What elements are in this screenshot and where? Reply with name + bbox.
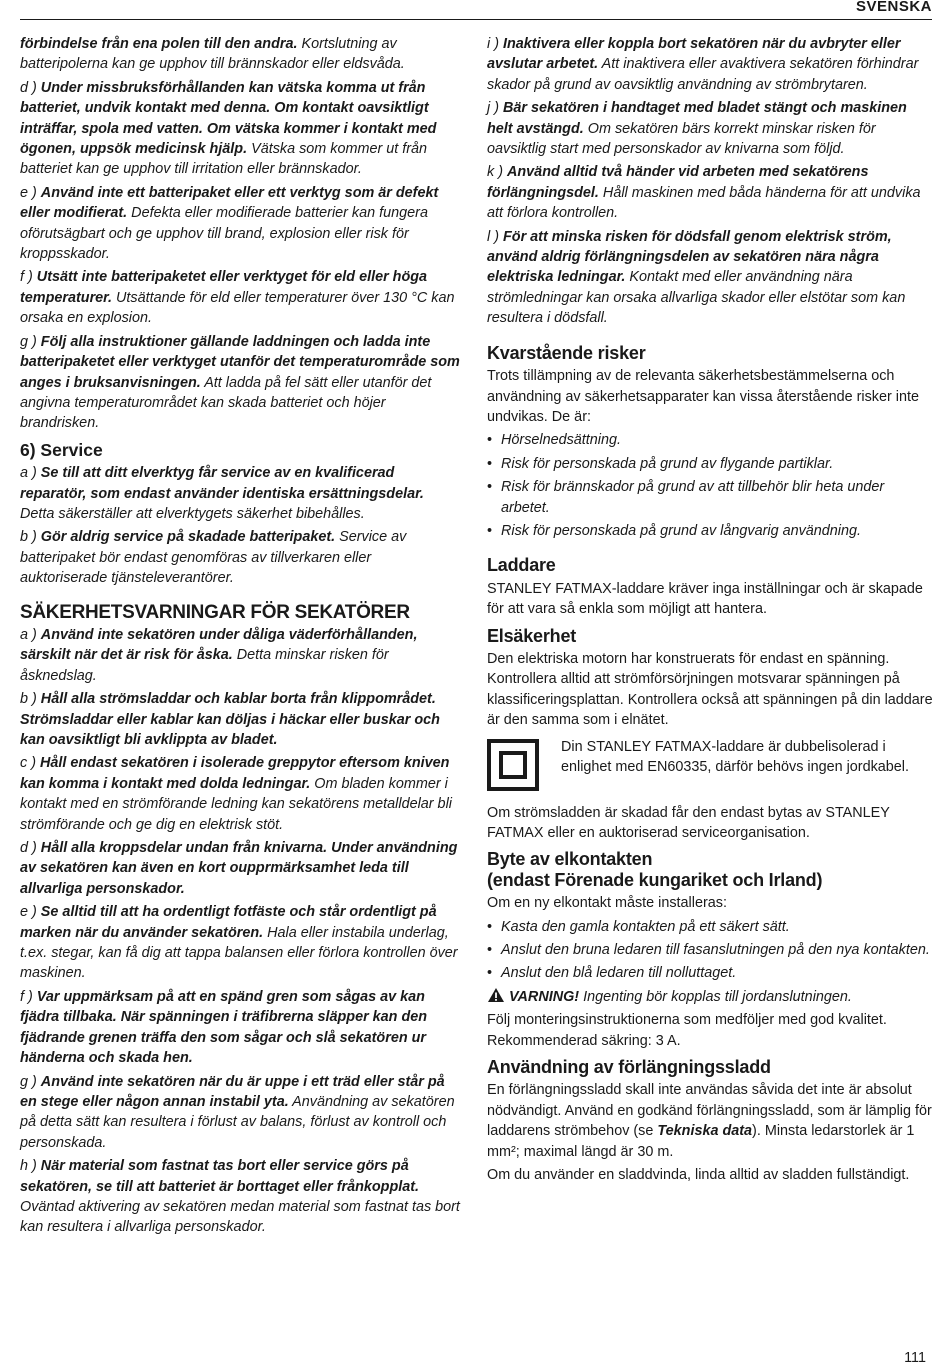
warning-f: f ) Var uppmärksam på att en spänd gren som sågas av kan fjädra tillbaka. När spänningen i träfibrerna släpper kan den fjädrande grenen träffa den som sågar och slå sekatören ur händerna och skada hen. bbox=[20, 988, 428, 1067]
mounting-text: Följ monteringsinstruktionerna som medföljer med god kvalitet. Rekommenderad säkring: 3 A. bbox=[487, 1012, 887, 1049]
list-item: • Kasta den gamla kontakten på ett säkert sätt. bbox=[487, 917, 933, 937]
warning-triangle-icon bbox=[487, 987, 505, 1003]
double-insulated-text: Din STANLEY FATMAX-laddare är dubbelisolerad i enlighet med EN60335, därför behövs ingen jordkabel. bbox=[561, 738, 910, 775]
item-k: k ) Använd alltid två händer vid arbeten med sekatörens förlängningsdel. Håll maskinen med båda händerna för att undvika att förlora kontrollen. bbox=[487, 164, 921, 222]
residual-list bbox=[487, 430, 933, 541]
service-a: a ) Se till att ditt elverktyg får service av en kvalificerad reparatör, som endast använder identiska ersättningsdelar. Detta säkerställer att elverktygets säkerhet bibehålles. bbox=[20, 465, 424, 522]
earth-warning: VARNING! Ingenting bör kopplas till jordanslutningen. bbox=[487, 987, 933, 1007]
list-item: • Risk för personskada på grund av flygande partiklar. bbox=[487, 454, 933, 474]
warning-b: b ) Håll alla strömsladdar och kablar borta från klippområdet. Strömsladdar eller kablar kan döljas i häckar eller buskar och kan oavsiktligt bli avklippta av bladet. bbox=[20, 691, 440, 748]
warning-a: a ) Använd inte sekatören under dåliga väderförhållanden, särskilt när det är risk för åska. Detta minskar risken för åsknedslag. bbox=[20, 626, 418, 684]
plug-replacement-heading: Byte av elkontakten (endast Förenade kungariket och Irland) bbox=[487, 849, 823, 890]
right-column bbox=[487, 34, 933, 1189]
charger-text: STANLEY FATMAX-laddare kräver inga inställningar och är skapade för att vara så enkla som möjligt att hantera. bbox=[487, 580, 923, 618]
plug-intro: Om en ny elkontakt måste installeras: bbox=[487, 895, 727, 912]
list-item: • Hörselnedsättning. bbox=[487, 430, 933, 450]
page-number: 111 bbox=[904, 1350, 926, 1366]
item-g: g ) Följ alla instruktioner gällande laddningen och ladda inte batteripaketet eller verktyget utanför det temperaturområde som anges i bruksanvisningen. Att ladda på fel sätt eller utanför det angivna temperaturområdet kan skada batteriet och höjer brandrisken. bbox=[20, 333, 460, 432]
warning-e: e ) Se alltid till att ha ordentligt fotfäste och står ordentligt på marken när du använder sekatören. Hala eller instabila underlag, t.ex. stegar, kan få dig att tappa balansen eller förlora kontrollen över maskinen. bbox=[20, 904, 458, 982]
header-rule bbox=[20, 19, 932, 20]
service-heading: 6) Service bbox=[20, 439, 103, 460]
cord-replacement-text: Om strömsladden är skadad får den endast bytas av STANLEY FATMAX eller en auktoriserad serviceorganisation. bbox=[487, 804, 890, 841]
cord-reel-text: Om du använder en sladdvinda, linda alltid av sladden fullständigt. bbox=[487, 1167, 910, 1184]
item-i: i ) Inaktivera eller koppla bort sekatören när du avbryter eller avslutar arbetet. Att inaktivera eller avaktivera sekatören förhindrar skador på grund av oavsiktlig användning av strömbrytaren. bbox=[487, 36, 919, 93]
warning-h: h ) När material som fastnat tas bort eller service görs på sekatören, se till att batteriet är borttaget eller frånkopplat. Oväntad aktivering av sekatören medan material som fastnat tas bort kan resultera i allvarliga personskador. bbox=[20, 1158, 460, 1236]
list-item: • Risk för brännskador på grund av att tillbehör blir heta under arbetet. bbox=[487, 477, 933, 518]
warning-g: g ) Använd inte sekatören när du är uppe i ett träd eller står på en stege eller någon annan instabil yta. Användning av sekatören på detta sätt kan resultera i förlust av balans, förlust av kontroll och personskada. bbox=[20, 1073, 455, 1151]
item-d: d ) Under missbruksförhållanden kan vätska komma ut från batteriet, undvik kontakt med denna. Om kontakt oavsiktligt inträffar, spola med vatten. Om vätska kommer i kontakt med ögonen, uppsök medicinsk hjälp. Vätska som kommer ut från batteriet kan ge upphov till irritation eller brännskador. bbox=[20, 79, 437, 178]
warning-c: c ) Håll endast sekatören i isolerade greppytor eftersom kniven kan komma i kontakt med dolda ledningar. Om bladen kommer i kontakt med en strömförande ledning kan sekatörens metalldelar bli strömförande och ge dig en elektrisk stöt. bbox=[20, 755, 452, 833]
language-header: SVENSKA bbox=[855, 0, 932, 15]
plug-list bbox=[487, 917, 933, 984]
extension-cord-heading: Användning av förlängningssladd bbox=[487, 1057, 771, 1078]
pruner-warnings-heading: SÄKERHETSVARNINGAR FÖR SEKATÖRER bbox=[20, 601, 410, 623]
item-e: e ) Använd inte ett batteripaket eller ett verktyg som är defekt eller modifierat. Defekta eller modifierade batterier kan fungera oförutsägbart och ge upphov till brand, explosion eller risk för kroppsskador. bbox=[20, 184, 439, 263]
item-c-continued: förbindelse från ena polen till den andra. Kortslutning av batteripolerna kan ge upphov till brännskador eller eldsvåda. bbox=[20, 36, 405, 73]
residual-risks-heading: Kvarstående risker bbox=[487, 342, 646, 363]
double-insulation-icon bbox=[487, 739, 539, 791]
electrical-safety-heading: Elsäkerhet bbox=[487, 625, 577, 646]
item-l: l ) För att minska risken för dödsfall genom elektrisk ström, använd aldrig förlängningsdelen av sekatören nära några elektriska ledningar. Kontakt med eller användning nära strömledningar kan orsaka allvarliga skador eller elstötar som kan resultera i dödsfall. bbox=[487, 228, 906, 327]
charger-heading: Laddare bbox=[487, 555, 556, 576]
warning-d: d ) Håll alla kroppsdelar undan från knivarna. Under användning av sekatören kan även en kort oupprmärksamhet leda till allvarliga personskador. bbox=[20, 840, 458, 897]
left-column bbox=[20, 34, 462, 1241]
list-item: • Anslut den bruna ledaren till fasanslutningen på den nya kontakten. bbox=[487, 940, 933, 960]
list-item: • Anslut den blå ledaren till nolluttaget. bbox=[487, 963, 933, 983]
residual-intro: Trots tillämpning av de relevanta säkerhetsbestämmelserna och användning av säkerhetsapparater kan vissa återstående risker inte undvikas. De är: bbox=[487, 368, 919, 425]
list-item: • Risk för personskada på grund av långvarig användning. bbox=[487, 521, 933, 541]
double-insulated-block bbox=[487, 737, 933, 801]
service-b: b ) Gör aldrig service på skadade batteripaket. Service av batteripaket bör endast genomföras av tillverkaren eller auktoriserade tjänsteleverantörer. bbox=[20, 529, 407, 587]
extension-cord-text: En förlängningssladd skall inte användas såvida det inte är absolut nödvändigt. Använd en godkänd förlängningssladd, som är lämplig för laddarens strömbehov (se Tekniska data). Minsta ledarstorlek är 1 mm²; maximal längd är 30 m. bbox=[487, 1082, 932, 1160]
item-j: j ) Bär sekatören i handtaget med bladet stängt och maskinen helt avstängd. Om sekatören bärs korrekt minskar risken för oavsiktlig start med personskador av knivarna som följd. bbox=[487, 100, 907, 158]
item-f: f ) Utsätt inte batteripaketet eller verktyget för eld eller höga temperaturer. Utsättande för eld eller temperaturer över 130 °C kan orsaka en explosion. bbox=[20, 269, 455, 327]
electrical-safety-text: Den elektriska motorn har konstruerats för endast en spänning. Kontrollera alltid att strömförsörjningen motsvarar spänningen på klassificeringsplattan. Kontrollera också att spänningen på din laddare är den samma som i elnätet. bbox=[487, 650, 933, 729]
